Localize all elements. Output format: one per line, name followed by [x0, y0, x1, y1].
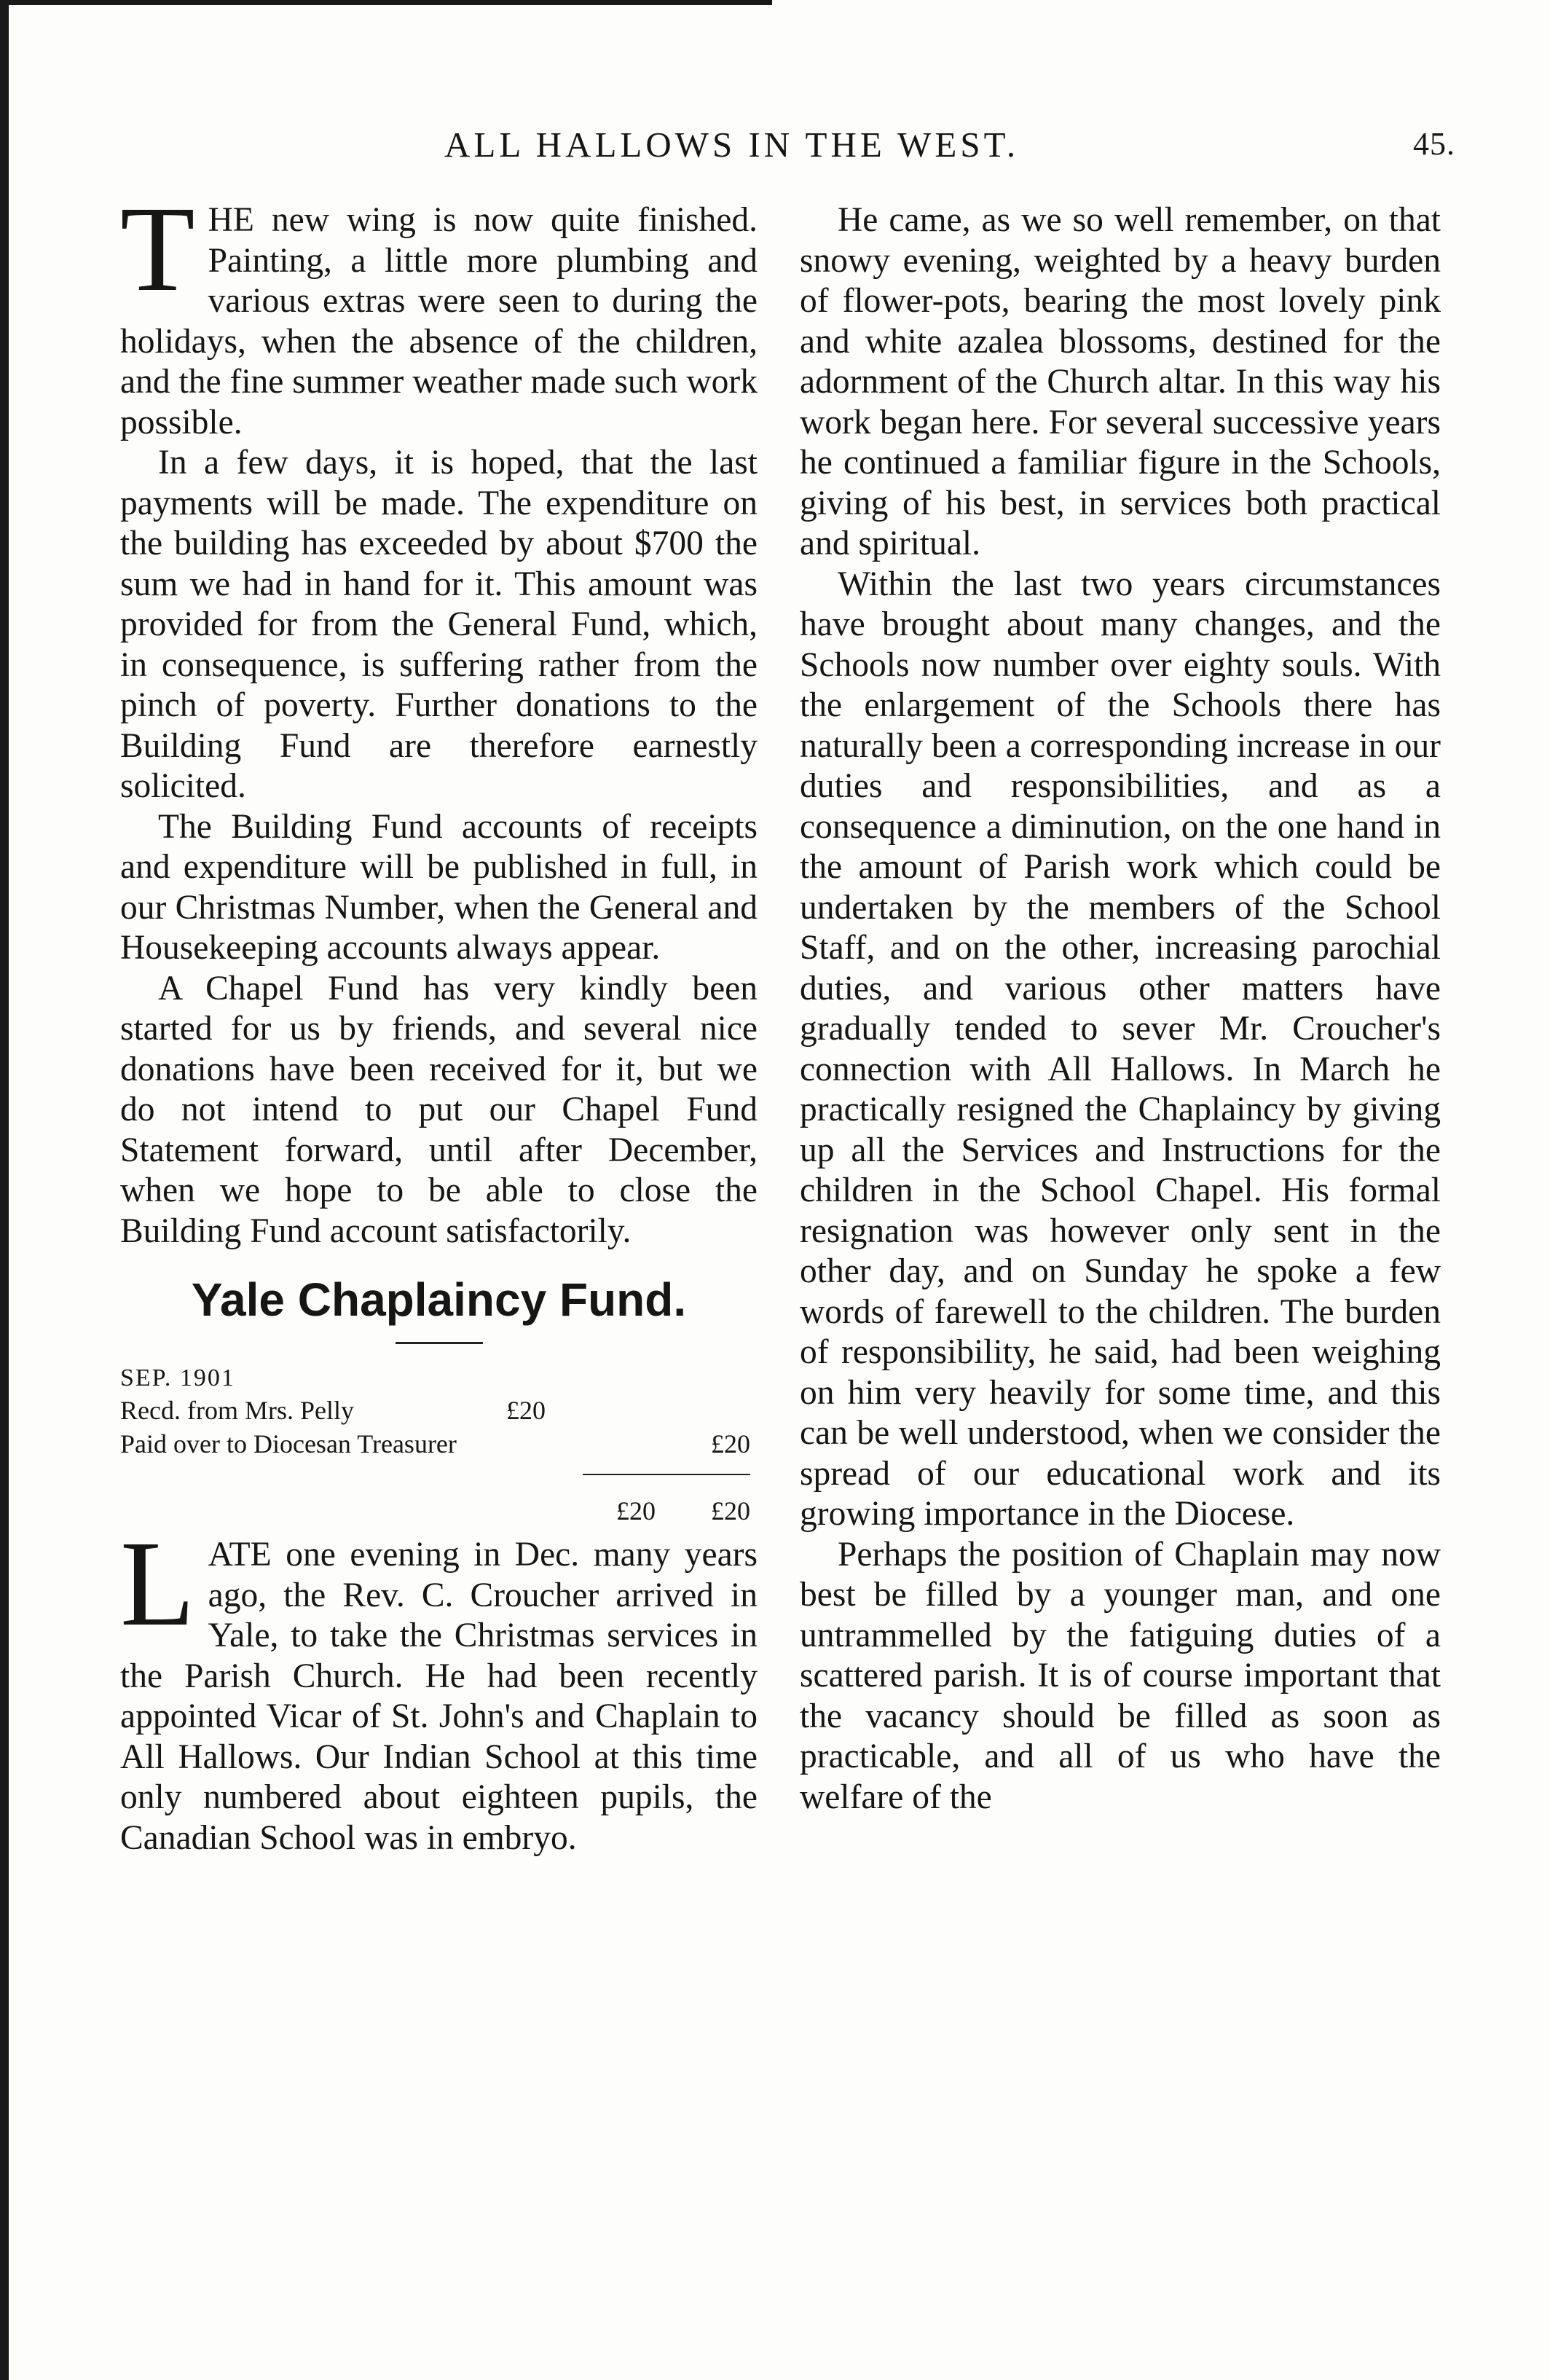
left-column [120, 181, 758, 1858]
drop-cap: T [120, 181, 195, 317]
fund-date: SEP. 1901 [120, 1364, 235, 1391]
heading-rule [396, 1342, 483, 1344]
paragraph-text: HE new wing is now quite finished. Painting, a little more plumbing and various extras were seen to during the holidays, when the absence of the children, and the fine summer weather made such work possible. [120, 201, 758, 441]
paragraph-chapel-fund: A Chapel Fund has very kindly been started for us by friends, and several nice donations have been received for it, but we do not intend to put our Chapel Fund Statement forward, until after December, when we hope to be able to close the Building Fund account satisfactorily. [120, 969, 758, 1250]
paragraph-new-wing [120, 181, 758, 443]
paragraph-chaplain: Perhaps the position of Chaplain may now best be filled by a younger man, and one untrammelled by the fatiguing duties of a scattered parish. It is of course important that the vacancy should be filled as soon as practicable, and all of us who have the welfare of the [800, 1535, 1441, 1816]
paragraph-croucher [120, 1516, 758, 1858]
sum-rule [583, 1474, 750, 1475]
paragraph-building-fund: The Building Fund accounts of receipts and expenditure will be published in full, in our Christmas Number, when the General and Housekeeping accounts always appear. [120, 807, 758, 967]
fund-row-received [120, 1394, 758, 1427]
running-title: ALL HALLOWS IN THE WEST. [444, 125, 1020, 165]
page-binding-edge [0, 0, 9, 2380]
fund-row-amount: £20 [506, 1396, 546, 1425]
fund-row-label: Paid over to Diocesan Treasurer [120, 1429, 457, 1458]
right-column [800, 200, 1441, 1818]
fund-row-label: Recd. from Mrs. Pelly [120, 1396, 354, 1425]
fund-statement [120, 1360, 758, 1528]
fund-totals [120, 1494, 758, 1528]
fund-total-paid: £20 [711, 1496, 750, 1525]
fund-sum-rule-row [120, 1461, 758, 1494]
paragraph-changes: Within the last two years circumstances have brought about many changes, and the Schools now number over eighty souls. With the enlargement of the Schools there has naturally been a corresponding increase in our duties and responsibilities, and as a consequence a diminution, on the one hand in the amount of Parish work which could be undertaken by the members of the School Staff, and on the other, increasing parochial duties, and various other matters have gradually tended to sever Mr. Croucher's connection with All Hallows. In March he practically resigned the Chaplaincy by giving up all the Services and Instructions for the children in the School Chapel. His formal resignation was however only sent in the other day, and on Sunday he spoke a few words of farewell to the children. The burden of responsibility, he said, had been weighing on him very heavily for some time, and this can be well understood, when we consider the spread of our educational work and its growing importance in the Diocese. [800, 565, 1441, 1533]
paragraph-text: ATE one evening in Dec. many years ago, the Rev. C. Croucher arrived in Yale, to take the Christmas services in the Parish Church. He had been recently appointed Vicar of St. John's and Chaplain to All Hallows. Our Indian School at this time only numbered about eighteen pupils, the Canadian School was in embryo. [120, 1536, 758, 1857]
fund-row-paid [120, 1427, 758, 1461]
page-edge-top [0, 0, 772, 5]
paragraph-arrival: He came, as we so well remember, on that snowy evening, weighted by a heavy burden of flower-pots, bearing the most lovely pink and white azalea blossoms, destined for the adornment of the Church altar. In this way his work began here. For several successive years he continued a familiar figure in the Schools, giving of his best, in services both practical and spiritual. [800, 201, 1441, 562]
section-heading: Yale Chaplaincy Fund. [191, 1273, 687, 1326]
page-number: 45. [1413, 126, 1455, 162]
fund-total-received: £20 [616, 1496, 656, 1525]
fund-row-amount: £20 [711, 1429, 750, 1458]
page-header [444, 124, 1455, 175]
paragraph-payments: In a few days, it is hoped, that the last payments will be made. The expenditure on the building has exceeded by about $700 the sum we had in hand for it. This amount was provided for from the General Fund, which, in consequence, is suffering rather from the pinch of poverty. Further donations to the Building Fund are therefore earnestly solicited. [120, 444, 758, 805]
drop-cap: L [120, 1516, 195, 1652]
